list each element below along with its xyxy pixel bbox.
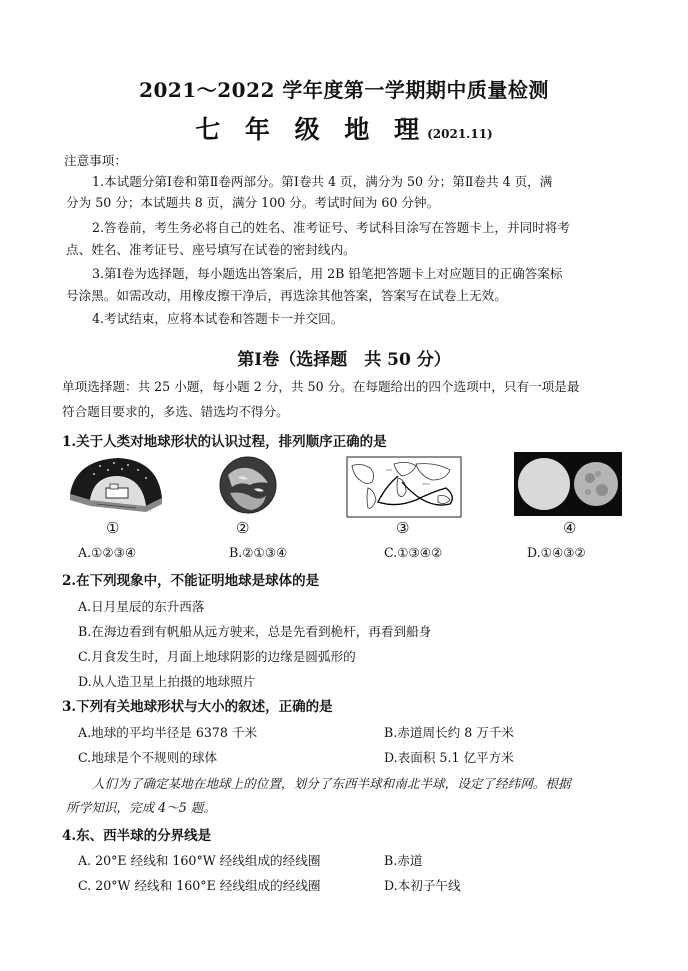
question-1-option-a: A.①②③④ [78,545,137,560]
section-intro: 单项选择题：共 25 小题，每小题 2 分，共 50 分。在每题给出的四个选项中，只有一项是最 [62,379,580,394]
question-2-option-b: B.在海边看到有帆船从远方驶来，总是先看到桅杆，再看到船身 [78,624,432,639]
notes-line: 号涂黑。如需改动，用橡皮擦干净后，再选涂其他答案，答案写在试卷上无效。 [66,288,507,303]
section-title: 第Ⅰ卷（选择题 共 50 分） [237,350,451,370]
exam-title: 2021～2022 学年度第一学期期中质量检测 [139,78,549,102]
image-label: ① [106,519,120,537]
notes-line: 3.第Ⅰ卷为选择题，每小题选出答案后，用 2B 铅笔把答题卡上对应题目的正确答案标 [92,266,563,281]
passage-line: 人们为了确定某地在地球上的位置，划分了东西半球和南北半球，设定了经纬网。根据 [92,776,571,791]
notes-line: 4.考试结束，应将本试卷和答题卡一并交回。 [92,311,344,326]
image-label: ④ [563,519,577,537]
question-1-option-c: C.①③④② [384,545,443,560]
world-map-voyage-image [346,456,462,518]
question-4-option-c: C. 20°W 经线和 160°E 经线组成的经线圈 [78,878,321,893]
notes-line: 分为 50 分；本试题共 8 页，满分 100 分。考试时间为 60 分钟。 [66,195,440,210]
question-2-option-d: D.从人造卫星上拍摄的地球照片 [78,674,256,689]
notes-line: 点、姓名、准考证号、座号填写在试卷的密封线内。 [66,242,356,257]
image-label: ② [236,519,250,537]
question-2-option-a: A.日月星辰的东升西落 [78,599,205,614]
question-1-option-d: D.①④③② [527,545,586,560]
earth-photo-image [218,455,278,515]
question-3-option-c: C.地球是个不规则的球体 [78,750,218,765]
exam-date: (2021.11) [427,127,493,141]
question-4-stem: 4.东、西半球的分界线是 [62,828,212,844]
question-1-option-b: B.②①③④ [229,545,288,560]
notes-heading: 注意事项： [64,153,127,168]
sun-moon-image [514,452,622,516]
exam-subject [0,110,688,146]
question-1-stem: 1.关于人类对地球形状的认识过程，排列顺序正确的是 [62,434,387,450]
question-2-option-c: C.月食发生时，月面上地球阴影的边缘是圆弧形的 [78,649,356,664]
image-label: ③ [396,519,410,537]
question-3-option-b: B.赤道周长约 8 万千米 [384,725,515,740]
question-2-stem: 2.在下列现象中，不能证明地球是球体的是 [62,573,320,589]
question-4-option-d: D.本初子午线 [384,878,461,893]
ancient-dome-image [66,454,166,514]
section-intro: 符合题目要求的，多选、错选均不得分。 [62,404,289,419]
notes-line: 1.本试题分第Ⅰ卷和第Ⅱ卷两部分。第Ⅰ卷共 4 页，满分为 50 分；第Ⅱ卷共 4 页，满 [92,174,553,189]
question-3-stem: 3.下列有关地球形状与大小的叙述，正确的是 [62,699,333,715]
notes-line: 2.答卷前，考生务必将自己的姓名、准考证号、考试科目涂写在答题卡上，并同时将考 [92,220,570,235]
question-3-option-a: A.地球的平均半径是 6378 千米 [78,725,258,740]
subject-name: 七 年 级 地 理 [195,115,428,144]
question-3-option-d: D.表面积 5.1 亿平方米 [384,750,514,765]
passage-line: 所学知识，完成 4～5 题。 [66,800,216,815]
question-4-option-a: A. 20°E 经线和 160°W 经线组成的经线圈 [78,853,321,868]
question-4-option-b: B.赤道 [384,853,423,868]
